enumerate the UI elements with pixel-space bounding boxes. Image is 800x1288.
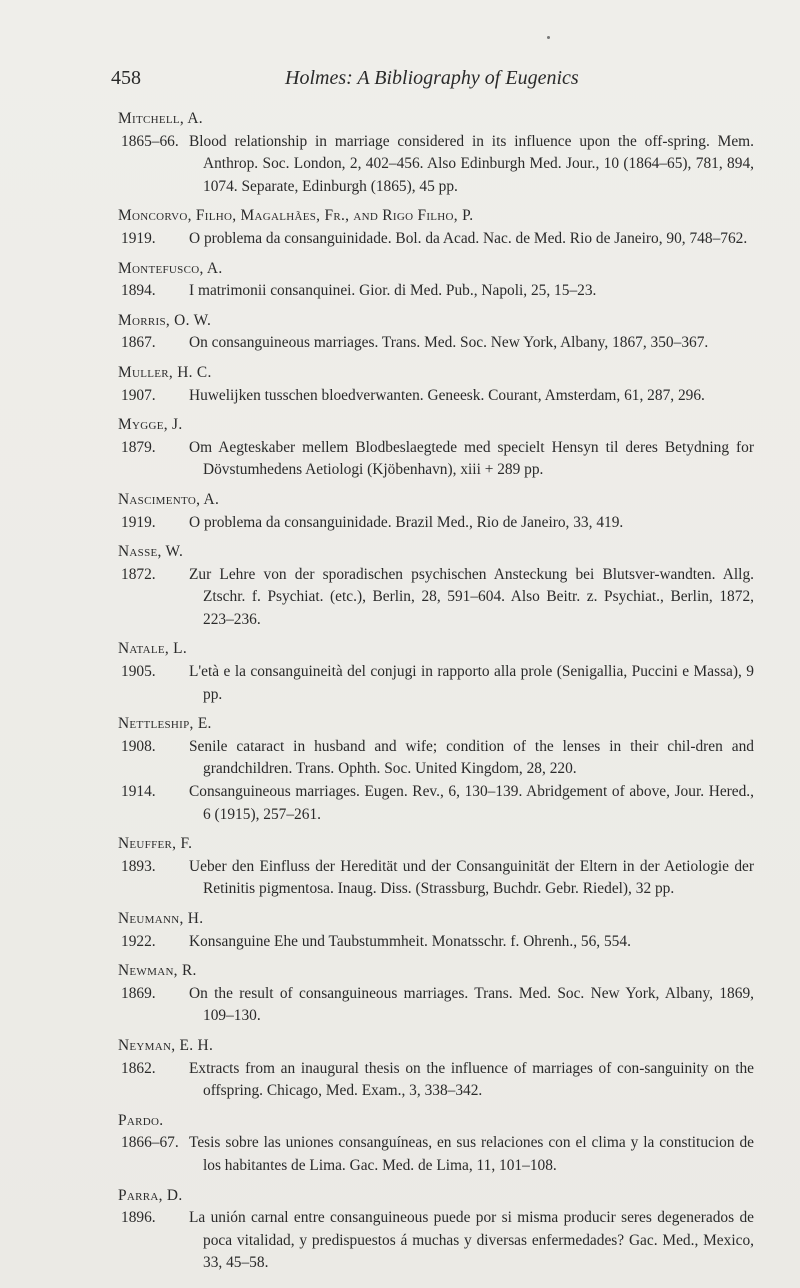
citation-year: 1866–67.: [121, 1134, 179, 1152]
citation-year: 1896.: [121, 1209, 156, 1227]
bibliography-entry: [118, 908, 754, 953]
entry-citation: [121, 385, 754, 408]
entry-citation: [121, 781, 754, 826]
citation-text: La unión carnal entre consanguineous puede por si misma producir seres degenerados de poca vitalidad, y predispuestos á muchas y diversas enfermedades? Gac. Med., Mexico, 33, 45–58.: [189, 1209, 754, 1272]
entry-author: Muller, H. C.: [118, 363, 212, 381]
entry-author: Natale, L.: [118, 640, 188, 658]
entry-citation: [121, 437, 754, 482]
entry-author: Mitchell, A.: [118, 110, 203, 127]
bibliography-entry: [118, 1185, 754, 1275]
entry-author: Neuffer, F.: [118, 835, 193, 853]
citation-year: 1905.: [121, 663, 156, 681]
speck-mark: [547, 36, 550, 39]
entry-citation: [121, 1207, 754, 1275]
citation-text: Extracts from an inaugural thesis on the influence of marriages of con-sanguinity on the offspring. Chicago, Med. Exam., 3, 338–342.: [189, 1059, 754, 1100]
entry-citation: [121, 332, 754, 355]
citation-text: Zur Lehre von der sporadischen psychischen Ansteckung bei Blutsver-wandten. Allg. Ztschr. f. Psychiat. (etc.), Berlin, 28, 591–604. Also Beitr. z. Psychiat., Berlin, 1872, 223–236.: [189, 565, 754, 628]
citation-year: 1919.: [121, 229, 156, 247]
entry-citation: [121, 564, 754, 632]
entry-author: Neumann, H.: [118, 910, 204, 927]
bibliography-entry: [118, 362, 754, 407]
entry-author: Nettleship, E.: [118, 715, 212, 733]
bibliography-entry: [118, 1110, 754, 1178]
citation-text: L'età e la consanguineità del conjugi in rapporto alla prole (Senigallia, Puccini e Massa), 9 pp.: [189, 663, 754, 703]
entry-author: Montefusco, A.: [118, 259, 223, 277]
citation-text: I matrimonii consanquinei. Gior. di Med. Pub., Napoli, 25, 15–23.: [189, 282, 597, 300]
citation-year: 1919.: [121, 513, 156, 531]
entry-author: Nasse, W.: [118, 543, 184, 561]
entry-citation: [121, 131, 754, 199]
citation-text: Huwelijken tusschen bloedverwanten. Geneesk. Courant, Amsterdam, 61, 287, 296.: [189, 386, 705, 404]
citation-text: Consanguineous marriages. Eugen. Rev., 6, 130–139. Abridgement of above, Jour. Hered., 6 (1915), 257–261.: [189, 783, 754, 823]
citation-text: Senile cataract in husband and wife; condition of the lenses in their chil-dren and grandchildren. Trans. Ophth. Soc. United Kingdom, 28, 220.: [189, 737, 754, 778]
citation-text: O problema da consanguinidade. Brazil Med., Rio de Janeiro, 33, 419.: [189, 513, 624, 531]
entry-citation: [121, 1132, 754, 1177]
citation-year: 1893.: [121, 857, 156, 875]
citation-text: O problema da consanguinidade. Bol. da Acad. Nac. de Med. Rio de Janeiro, 90, 748–762.: [189, 229, 748, 247]
citation-year: 1869.: [121, 984, 156, 1002]
entry-author: Neyman, E. H.: [118, 1036, 214, 1054]
citation-year: 1872.: [121, 565, 156, 583]
entry-citation: [121, 736, 754, 781]
citation-text: Tesis sobre las uniones consanguíneas, en sus relaciones con el clima y la constitucion de los habitantes de Lima. Gac. Med. de Lima, 11, 101–108.: [189, 1134, 754, 1174]
page-number: 458: [111, 67, 141, 89]
entry-citation: [121, 1058, 754, 1103]
bibliography-entry: [118, 1035, 754, 1103]
bibliography-entry: [118, 108, 754, 198]
running-title: Holmes: A Bibliography of Eugenics: [285, 67, 579, 89]
bibliography-entry: [118, 489, 754, 534]
entry-author: Parra, D.: [118, 1186, 183, 1204]
entry-author: Moncorvo, Filho, Magalhães, Fr., and Rigo Filho, P.: [118, 207, 474, 225]
bibliography-entry: [118, 541, 754, 631]
citation-text: Konsanguine Ehe und Taubstummheit. Monatsschr. f. Ohrenh., 56, 554.: [189, 932, 631, 950]
citation-text: Om Aegteskaber mellem Blodbeslaegtede med specielt Hensyn til deres Betydning for Dövstumhedens Aetiologi (Kjöbenhavn), xiii + 289 pp.: [189, 438, 754, 479]
citation-year: 1922.: [121, 932, 156, 950]
citation-text: On the result of consanguineous marriages. Trans. Med. Soc. New York, Albany, 1869, 109–130.: [189, 984, 754, 1025]
citation-year: 1879.: [121, 438, 156, 456]
bibliography-entry: [118, 414, 754, 482]
entry-citation: [121, 931, 754, 954]
entry-author: Pardo.: [118, 1111, 164, 1129]
bibliography-list: [118, 108, 754, 1282]
bibliography-entry: [118, 310, 754, 355]
entry-citation: [121, 512, 754, 535]
bibliography-entry: [118, 638, 754, 706]
citation-year: 1907.: [121, 386, 156, 404]
citation-text: Blood relationship in marriage considered in its influence upon the off-spring. Mem. Anthrop. Soc. London, 2, 402–456. Also Edinburgh Med. Jour., 10 (1864–65), 781, 894, 1074. Separate, Edinburgh (1865), 45 pp.: [189, 132, 754, 195]
citation-year: 1867.: [121, 334, 156, 352]
entry-citation: [121, 228, 754, 251]
bibliography-entry: [118, 713, 754, 826]
entry-author: Mygge, J.: [118, 416, 183, 434]
citation-text: Ueber den Einfluss der Heredität und der Consanguinität der Eltern in der Aetiologie der Retinitis pigmentosa. Inaug. Diss. (Strassburg, Buchdr. Gebr. Riedel), 32 pp.: [189, 857, 754, 898]
entry-author: Nascimento, A.: [118, 490, 220, 508]
citation-year: 1865–66.: [121, 132, 179, 150]
entry-citation: [121, 661, 754, 706]
citation-year: 1894.: [121, 282, 156, 300]
entry-author: Morris, O. W.: [118, 311, 212, 329]
bibliography-entry: [118, 833, 754, 901]
entry-citation: [121, 856, 754, 901]
entry-author: Newman, R.: [118, 962, 197, 980]
bibliography-entry: [118, 258, 754, 303]
citation-year: 1862.: [121, 1059, 156, 1077]
entry-citation: [121, 280, 754, 303]
bibliography-entry: [118, 960, 754, 1028]
citation-year: 1914.: [121, 783, 156, 801]
citation-text: On consanguineous marriages. Trans. Med. Soc. New York, Albany, 1867, 350–367.: [189, 334, 709, 352]
bibliography-entry: [118, 205, 754, 250]
citation-year: 1908.: [121, 737, 156, 755]
entry-citation: [121, 983, 754, 1028]
